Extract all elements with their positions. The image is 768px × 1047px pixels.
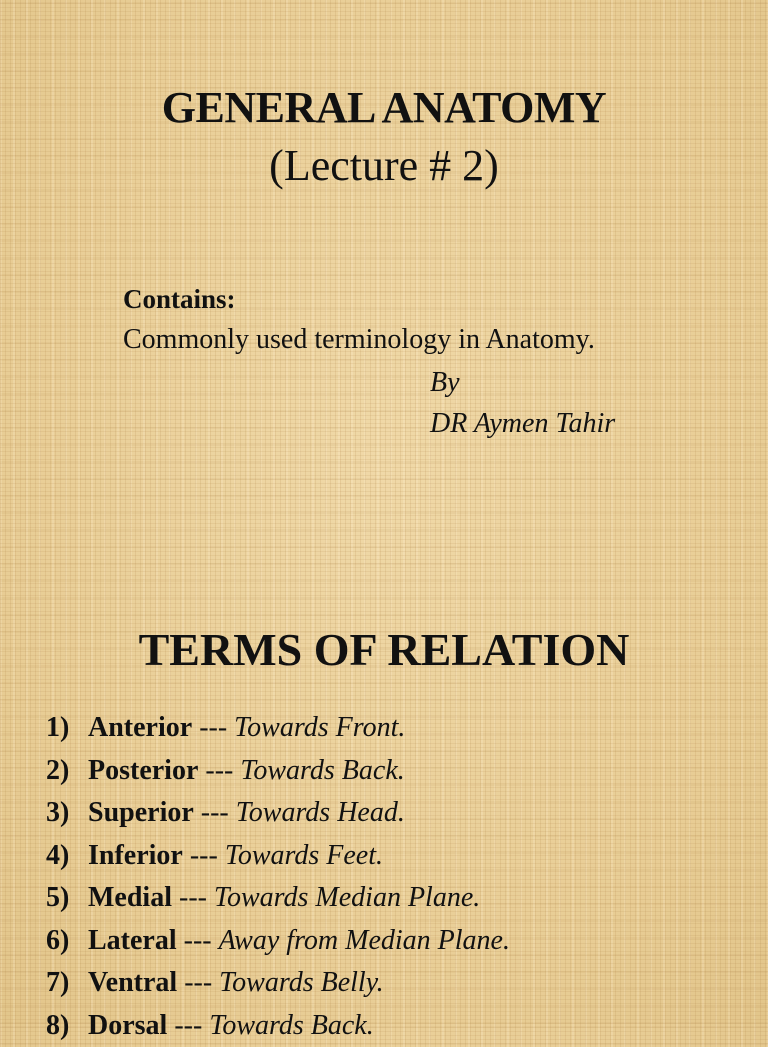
term-number: 5) [46, 882, 70, 913]
term-number: 8) [46, 1009, 70, 1041]
term-name: Dorsal [88, 1009, 168, 1041]
term-definition: Towards Belly. [219, 967, 384, 998]
contains-label: Contains: [123, 284, 236, 314]
term-number: 3) [46, 797, 70, 828]
term-definition: Towards Median Plane. [213, 882, 481, 913]
term-number: 6) [46, 924, 70, 956]
term-definition: Towards Feet. [224, 839, 384, 871]
term-separator: --- [167, 1009, 210, 1041]
page-title: GENERAL ANATOMY [161, 83, 607, 132]
lecture-subtitle: (Lecture # 2) [269, 141, 499, 190]
term-definition: Towards Back. [209, 1009, 374, 1041]
term-separator: --- [193, 797, 236, 828]
section-title: TERMS OF RELATION [138, 624, 630, 675]
by-label: By [430, 367, 460, 398]
term-number: 4) [46, 839, 70, 871]
term-definition: Away from Median Plane. [218, 924, 510, 956]
term-definition: Towards Front. [234, 712, 406, 743]
term-name: Lateral [88, 924, 177, 956]
term-separator: --- [192, 712, 235, 743]
term-number: 2) [46, 754, 70, 786]
term-number: 1) [46, 712, 70, 743]
contains-description: Commonly used terminology in Anatomy. [123, 324, 595, 355]
term-separator: --- [182, 839, 225, 871]
author-name: DR Aymen Tahir [430, 408, 616, 439]
term-name: Posterior [88, 754, 199, 786]
term-definition: Towards Back. [240, 754, 405, 786]
term-name: Medial [88, 882, 172, 913]
term-name: Superior [88, 797, 194, 828]
term-number: 7) [46, 967, 70, 998]
term-separator: --- [172, 882, 214, 913]
term-separator: --- [198, 754, 241, 786]
term-separator: --- [176, 924, 219, 956]
term-name: Anterior [88, 712, 193, 743]
term-name: Ventral [88, 967, 178, 998]
term-definition: Towards Head. [235, 797, 405, 828]
term-name: Inferior [88, 839, 183, 871]
term-separator: --- [177, 967, 220, 998]
